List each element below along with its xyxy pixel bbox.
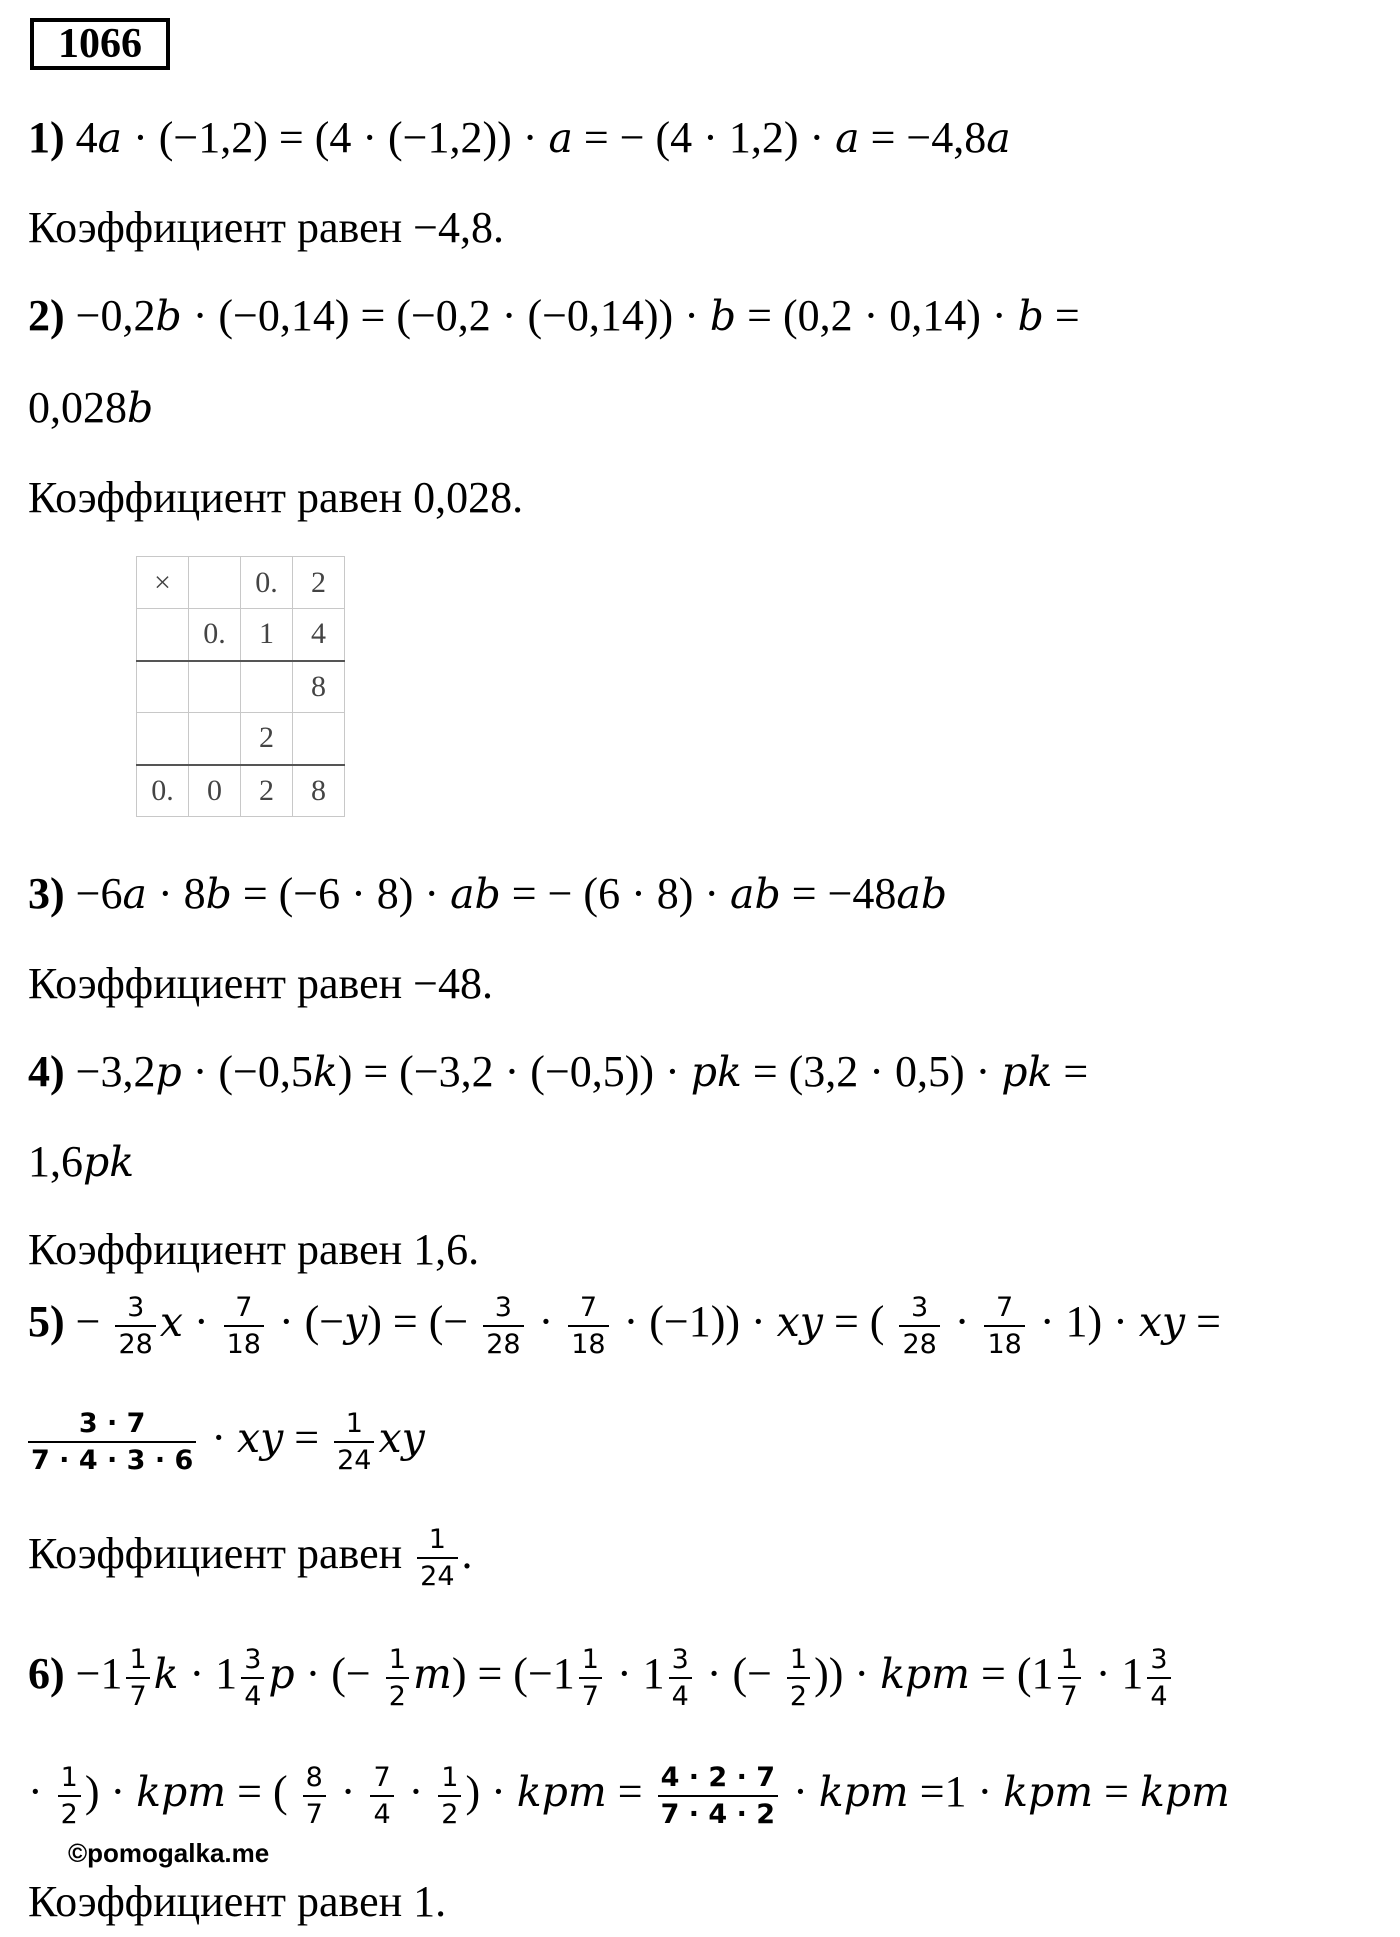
- grid-cell: 0.: [189, 609, 241, 661]
- item-6-expression-cont: · $\frac{1}{2}$ ) · kpm = ( $\frac{8}{7}$ · $\frac{7}{4}$ · $\frac{1}{2}$ ) · kpm = $\frac{4 \cdot 2 \cdot 7}{7 \cdot 4 \cdot 2}$ · kpm =1 · kpm = kpm: [28, 1762, 1230, 1831]
- grid-cell: 8: [293, 661, 345, 713]
- grid-cell: 0: [189, 765, 241, 817]
- problem-number: 1066: [30, 18, 170, 70]
- watermark: ©pomogalka.me: [68, 1838, 270, 1868]
- grid-cell: 8: [293, 765, 345, 817]
- fraction: $\frac{1}{2}$: [438, 1762, 461, 1830]
- answer-fraction: $\frac{1}{24}$: [417, 1524, 457, 1592]
- grid-cell: 0.: [137, 765, 189, 817]
- grid-cell: [137, 713, 189, 765]
- fraction: $\frac{3}{4}$: [669, 1644, 692, 1712]
- item-2-expression-cont: 0,028b: [28, 383, 154, 432]
- fraction: $\frac{1}{2}$: [386, 1644, 409, 1712]
- item-1-answer: Коэффициент равен −4,8.: [28, 203, 504, 252]
- item-5-answer: Коэффициент равен $\frac{1}{24}$ .: [28, 1524, 473, 1593]
- fraction: $\frac{1}{7}$: [126, 1644, 149, 1712]
- item-5-answer-text: Коэффициент равен: [28, 1529, 403, 1579]
- fraction: $\frac{3}{4}$: [1147, 1644, 1170, 1712]
- item-5-label: 5): [28, 1297, 65, 1347]
- item-1-label: 1): [28, 113, 65, 162]
- grid-cell: ×: [137, 557, 189, 609]
- item-3-expression: 3) −6a · 8b = (−6 · 8) · ab = − (6 · 8) · ab = −48ab: [28, 869, 948, 918]
- grid-cell: 0.: [241, 557, 293, 609]
- item-4-answer: Коэффициент равен 1,6.: [28, 1225, 480, 1274]
- fraction: $\frac{1}{24}$: [334, 1408, 374, 1476]
- item-4-label: 4): [28, 1047, 65, 1096]
- item-2-label: 2): [28, 291, 65, 340]
- item-2-answer: Коэффициент равен 0,028.: [28, 473, 524, 522]
- grid-cell: [293, 713, 345, 765]
- fraction: $\frac{1}{2}$: [58, 1762, 81, 1830]
- item-1-expression: 1) 4a · (−1,2) = (4 · (−1,2)) · a = − (4 · 1,2) · a = −4,8a: [28, 113, 1011, 162]
- grid-cell: 2: [293, 557, 345, 609]
- item-4-expression-cont: 1,6pk: [28, 1137, 135, 1186]
- fraction: $\frac{7}{18}$: [224, 1292, 264, 1360]
- fraction: $\frac{8}{7}$: [303, 1762, 326, 1830]
- fraction: $\frac{3}{28}$: [899, 1292, 939, 1360]
- fraction: $\frac{4 \cdot 2 \cdot 7}{7 \cdot 4 \cdot 2}$: [658, 1762, 778, 1830]
- fraction: $\frac{7}{18}$: [984, 1292, 1024, 1360]
- item-5-expression: 5) − $\frac{3}{28}$ x · $\frac{7}{18}$ · (−y) = (− $\frac{3}{28}$ · $\frac{7}{18}$ · (−1)) · xy = ( $\frac{3}{28}$ · $\frac{7}{18}$ · 1) · xy =: [28, 1292, 1221, 1361]
- item-3-label: 3): [28, 869, 65, 918]
- grid-cell: 2: [241, 713, 293, 765]
- fraction: $\frac{3}{28}$: [483, 1292, 523, 1360]
- fraction: $\frac{3}{4}$: [241, 1644, 264, 1712]
- fraction: $\frac{7}{18}$: [568, 1292, 608, 1360]
- item-4-expression: 4) −3,2p · (−0,5k) = (−3,2 · (−0,5)) · pk = (3,2 · 0,5) · pk =: [28, 1047, 1089, 1096]
- grid-cell: 4: [293, 609, 345, 661]
- item-3-answer: Коэффициент равен −48.: [28, 959, 493, 1008]
- grid-cell: [137, 661, 189, 713]
- grid-cell: 2: [241, 765, 293, 817]
- fraction: $\frac{3}{28}$: [115, 1292, 155, 1360]
- fraction: $\frac{3 \cdot 7}{7 \cdot 4 \cdot 3 \cdot 6}$: [28, 1408, 196, 1476]
- grid-cell: 1: [241, 609, 293, 661]
- fraction: $\frac{7}{4}$: [370, 1762, 393, 1830]
- item-6-expression: 6) −1 $\frac{1}{7}$ k · 1 $\frac{3}{4}$ p · (− $\frac{1}{2}$ m) = (−1 $\frac{1}{7}$ · 1 $\frac{3}{4}$ · (− $\frac{1}{2}$ )) · kpm = (1 $\frac{1}{7}$ · 1 $\frac{3}{4}$: [28, 1644, 1175, 1712]
- item-6-label: 6): [28, 1649, 65, 1699]
- grid-cell: [137, 609, 189, 661]
- item-5-expression-cont: $\frac{3 \cdot 7}{7 \cdot 4 \cdot 3 \cdot 6}$ · xy = $\frac{1}{24}$ xy: [28, 1408, 425, 1476]
- fraction: $\frac{1}{7}$: [1058, 1644, 1081, 1712]
- fraction: $\frac{1}{7}$: [579, 1644, 602, 1712]
- item-6-answer: Коэффициент равен 1.: [28, 1877, 447, 1926]
- item-2-expression: 2) −0,2b · (−0,14) = (−0,2 · (−0,14)) · b = (0,2 · 0,14) · b =: [28, 291, 1080, 340]
- grid-cell: [189, 661, 241, 713]
- fraction: $\frac{1}{2}$: [787, 1644, 810, 1712]
- multiplication-grid: [136, 556, 345, 817]
- grid-cell: [241, 661, 293, 713]
- grid-cell: [189, 713, 241, 765]
- grid-cell: [189, 557, 241, 609]
